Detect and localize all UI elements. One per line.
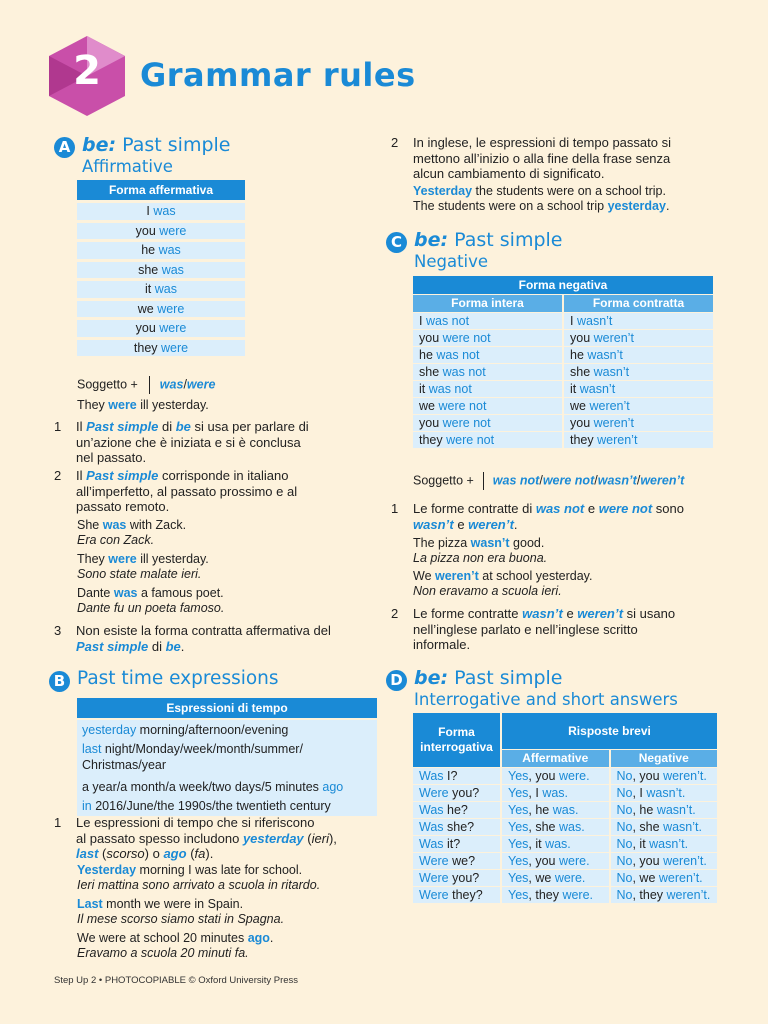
col-contracted-form: Forma contratta bbox=[564, 295, 713, 312]
table-row bbox=[413, 398, 713, 414]
example-c2: We weren’t at school yesterday. Non eravamo a scuola ieri. bbox=[413, 569, 593, 598]
section-c-title: be: Past simple bbox=[414, 229, 563, 251]
table-cell: we weren’t bbox=[564, 398, 713, 414]
table-cell: we were not bbox=[413, 398, 562, 414]
example-c1: The pizza wasn’t good. La pizza non era buona. bbox=[413, 536, 548, 565]
table-cell: she wasn’t bbox=[564, 364, 713, 380]
table-row bbox=[77, 301, 245, 318]
example-b2: Last month we were in Spain. Il mese scorso siamo stati in Spagna. bbox=[77, 897, 285, 926]
table-row bbox=[413, 785, 717, 801]
section-c-letter: C bbox=[386, 232, 407, 253]
table-cell: you weren’t bbox=[564, 330, 713, 346]
table-cell: we were bbox=[77, 301, 245, 318]
table-cell: you were bbox=[77, 223, 245, 240]
table-cell: you were not bbox=[413, 415, 562, 431]
table-row bbox=[413, 870, 717, 886]
table-cell: it was bbox=[77, 281, 245, 298]
table-header: Espressioni di tempo bbox=[77, 698, 377, 718]
table-row bbox=[413, 313, 713, 329]
formula-negative: Soggetto + was not/were not/wasn’t/weren’t bbox=[413, 472, 684, 490]
section-a-letter: A bbox=[54, 137, 75, 158]
section-c-subtitle: Negative bbox=[414, 252, 489, 271]
table-cell: it wasn’t bbox=[564, 381, 713, 397]
table-row bbox=[413, 415, 713, 431]
table-row bbox=[413, 432, 713, 448]
table-cell: they were not bbox=[413, 432, 562, 448]
table-row bbox=[413, 381, 713, 397]
table-header: Forma negativa bbox=[413, 276, 713, 294]
table-row bbox=[413, 330, 713, 346]
table-cell: Was I? bbox=[413, 768, 500, 784]
table-cell: Were you? bbox=[413, 785, 500, 801]
table-cell: she was not bbox=[413, 364, 562, 380]
table-cell: Yes, he was. bbox=[502, 802, 609, 818]
page-title: Grammar rules bbox=[140, 56, 416, 94]
table-row bbox=[413, 347, 713, 363]
table-header: Forma affermativa bbox=[77, 180, 245, 200]
time-expressions-table bbox=[77, 698, 377, 816]
page-header bbox=[46, 34, 446, 118]
table-row bbox=[413, 836, 717, 852]
col-negative: Negative bbox=[611, 750, 718, 767]
table-cell: No, I wasn’t. bbox=[611, 785, 718, 801]
table-cell: Was he? bbox=[413, 802, 500, 818]
table-cell: No, it wasn’t. bbox=[611, 836, 718, 852]
unit-number: 2 bbox=[73, 48, 101, 94]
example-a2: They were ill yesterday. Sono state malate ieri. bbox=[77, 552, 209, 581]
interrogative-table bbox=[413, 713, 717, 903]
section-d-subtitle: Interrogative and short answers bbox=[414, 690, 678, 709]
table-cell: Yes, I was. bbox=[502, 785, 609, 801]
footer: Step Up 2 • PHOTOCOPIABLE © Oxford University Press bbox=[54, 975, 299, 986]
col-short-answers: Risposte brevi bbox=[502, 713, 717, 749]
section-b-letter: B bbox=[49, 671, 70, 692]
table-row bbox=[77, 340, 245, 357]
table-cell: I was bbox=[77, 203, 245, 220]
table-cell: you were not bbox=[413, 330, 562, 346]
section-b-title: Past time expressions bbox=[77, 668, 279, 689]
example-a1: She was with Zack. Era con Zack. bbox=[77, 518, 187, 547]
table-row bbox=[77, 203, 245, 220]
table-cell: Were we? bbox=[413, 853, 500, 869]
col-interrogative: Forma interrogativa bbox=[413, 713, 500, 767]
table-cell: Yes, you were. bbox=[502, 768, 609, 784]
section-a-subtitle: Affirmative bbox=[82, 157, 173, 176]
table-cell: No, you weren’t. bbox=[611, 768, 718, 784]
table-cell: No, he wasn’t. bbox=[611, 802, 718, 818]
table-cell: Yes, they were. bbox=[502, 887, 609, 903]
table-cell: Were you? bbox=[413, 870, 500, 886]
table-cell: I wasn’t bbox=[564, 313, 713, 329]
example-a3: Dante was a famous poet. Dante fu un poeta famoso. bbox=[77, 586, 225, 615]
table-row bbox=[413, 768, 717, 784]
table-cell: Yes, you were. bbox=[502, 853, 609, 869]
example-b1: Yesterday morning I was late for school. Ieri mattina sono arrivato a scuola in ritardo. bbox=[77, 863, 321, 892]
formula-affirmative: Soggetto + was/were bbox=[77, 376, 215, 394]
col-affirmative: Affermative bbox=[502, 750, 609, 767]
section-d-letter: D bbox=[386, 670, 407, 691]
table-row bbox=[77, 320, 245, 337]
table-cell: Was it? bbox=[413, 836, 500, 852]
example-b3: We were at school 20 minutes ago. Eravamo a scuola 20 minuti fa. bbox=[77, 931, 274, 960]
table-cell: you weren’t bbox=[564, 415, 713, 431]
time-expressions-body: yesterday morning/afternoon/evening last night/Monday/week/month/summer/ Christmas/year a year/a month/a week/two days/5 minutes ago in 2016/June/the 1990s/the twentieth century bbox=[77, 720, 377, 816]
table-cell: Yes, it was. bbox=[502, 836, 609, 852]
table-cell: he was not bbox=[413, 347, 562, 363]
table-cell: Was she? bbox=[413, 819, 500, 835]
table-cell: she was bbox=[77, 262, 245, 279]
table-cell: he was bbox=[77, 242, 245, 259]
negative-table bbox=[413, 276, 713, 448]
table-cell: No, they weren’t. bbox=[611, 887, 718, 903]
table-row bbox=[77, 223, 245, 240]
table-cell: I was not bbox=[413, 313, 562, 329]
table-row bbox=[413, 853, 717, 869]
example-b4: Yesterday the students were on a school trip. The students were on a school trip yesterday. bbox=[413, 184, 670, 213]
section-a-title: be: Past simple bbox=[82, 134, 231, 156]
table-cell: they weren’t bbox=[564, 432, 713, 448]
table-row bbox=[413, 819, 717, 835]
example-sentence: They were ill yesterday. bbox=[77, 398, 209, 412]
table-row bbox=[413, 364, 713, 380]
table-row bbox=[413, 802, 717, 818]
table-cell: it was not bbox=[413, 381, 562, 397]
table-cell: Yes, we were. bbox=[502, 870, 609, 886]
table-row bbox=[77, 281, 245, 298]
section-d-title: be: Past simple bbox=[414, 667, 563, 689]
table-cell: No, she wasn’t. bbox=[611, 819, 718, 835]
table-row bbox=[77, 242, 245, 259]
table-cell: No, you weren’t. bbox=[611, 853, 718, 869]
table-cell: you were bbox=[77, 320, 245, 337]
table-cell: Were they? bbox=[413, 887, 500, 903]
table-cell: they were bbox=[77, 340, 245, 357]
table-row bbox=[413, 887, 717, 903]
table-cell: Yes, she was. bbox=[502, 819, 609, 835]
table-cell: No, we weren’t. bbox=[611, 870, 718, 886]
col-full-form: Forma intera bbox=[413, 295, 562, 312]
table-cell: he wasn’t bbox=[564, 347, 713, 363]
affirmative-table bbox=[77, 177, 245, 359]
table-row bbox=[77, 262, 245, 279]
